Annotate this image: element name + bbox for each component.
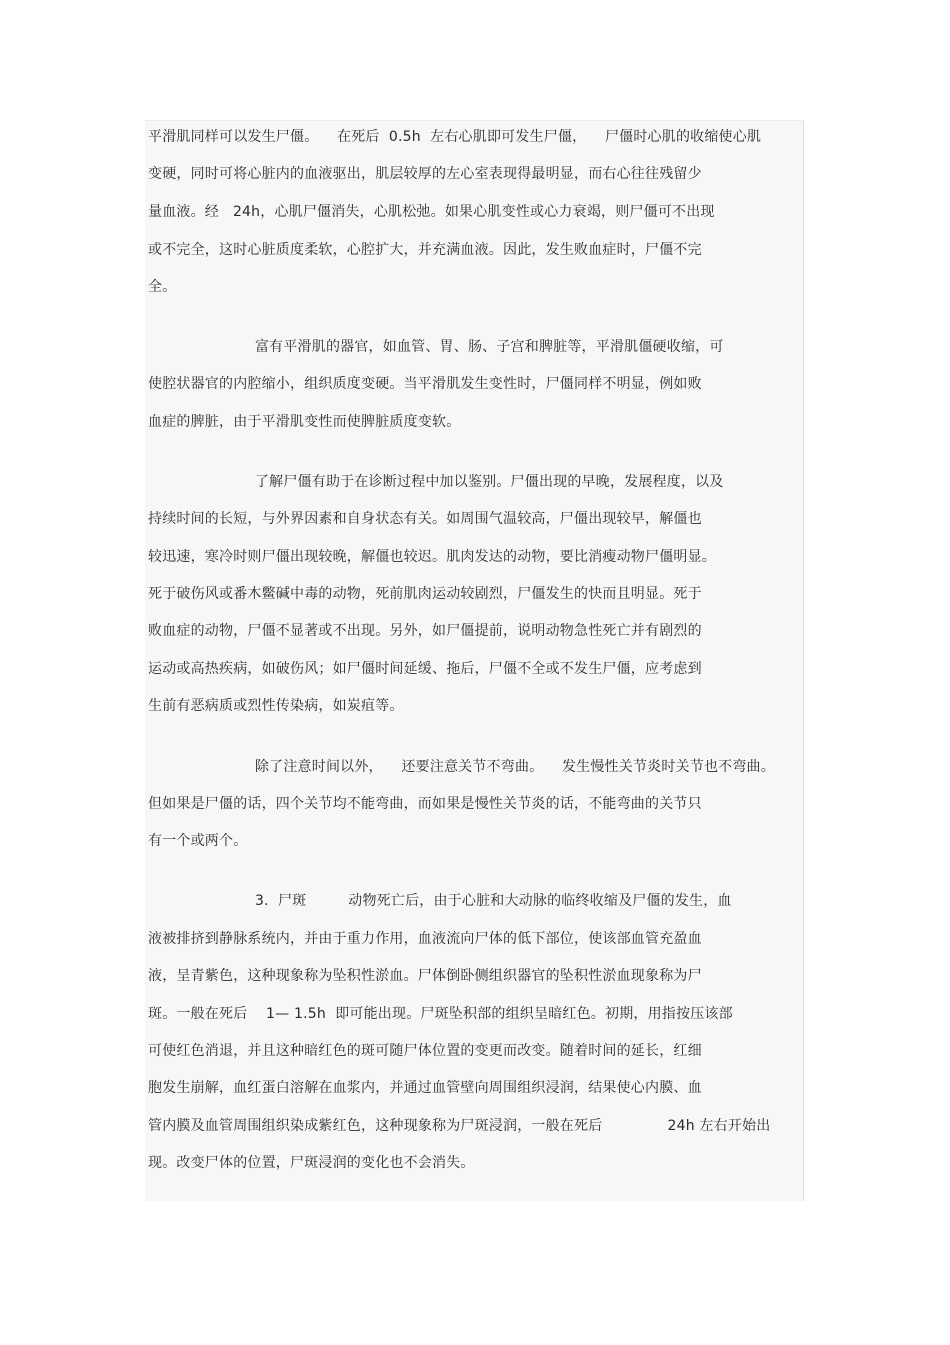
- text-line: 平滑肌同样可以发生尸僵。 在死后 0.5h 左右心肌即可发生尸僵， 尸僵时心肌的收缩使心肌: [148, 129, 762, 145]
- text-line: 胞发生崩解，血红蛋白溶解在血浆内，并通过血管壁向周围组织浸润，结果使心内膜、血: [148, 1080, 702, 1096]
- text-line: 管内膜及血管周围组织染成紫红色，这种现象称为尸斑浸润，一般在死后 24h 左右开始出: [148, 1118, 771, 1134]
- text-line: 可使红色消退，并且这种暗红色的斑可随尸体位置的变更而改变。随着时间的延长，红细: [148, 1043, 702, 1059]
- text-line: 斑。一般在死后 1— 1.5h 即可能出现。尸斑坠积部的组织呈暗红色。初期，用指按压该部: [148, 1006, 733, 1022]
- text-line: 变硬，同时可将心脏内的血液驱出，肌层较厚的左心室表现得最明显，而右心往往残留少: [148, 166, 702, 182]
- text-line: 有一个或两个。: [148, 833, 248, 849]
- text-line: 但如果是尸僵的话，四个关节均不能弯曲，而如果是慢性关节炎的话，不能弯曲的关节只: [148, 796, 702, 812]
- text-line: 生前有恶病质或烈性传染病，如炭疽等。: [148, 698, 404, 714]
- text-line: 较迅速，寒冷时则尸僵出现较晚，解僵也较迟。肌肉发达的动物，要比消瘦动物尸僵明显。: [148, 549, 716, 565]
- text-line: 3. 尸斑 动物死亡后，由于心脏和大动脉的临终收缩及尸僵的发生，血: [148, 893, 732, 909]
- text-line: 液被排挤到静脉系统内，并由于重力作用，血液流向尸体的低下部位，使该部血管充盈血: [148, 931, 702, 947]
- text-line: 死于破伤风或番木鳖碱中毒的动物，死前肌肉运动较剧烈，尸僵发生的快而且明显。死于: [148, 586, 702, 602]
- text-line: 败血症的动物，尸僵不显著或不出现。另外，如尸僵提前，说明动物急性死亡并有剧烈的: [148, 623, 702, 639]
- text-line: 液，呈青紫色，这种现象称为坠积性淤血。尸体倒卧侧组织器官的坠积性淤血现象称为尸: [148, 968, 702, 984]
- text-line: 全。: [148, 279, 177, 295]
- text-line: 量血液。经 24h，心肌尸僵消失，心肌松弛。如果心肌变性或心力衰竭，则尸僵可不出现: [148, 204, 715, 220]
- text-line: 运动或高热疾病，如破伤风；如尸僵时间延缓、拖后，尸僵不全或不发生尸僵，应考虑到: [148, 661, 702, 677]
- text-line: 富有平滑肌的器官，如血管、胃、肠、子宫和脾脏等，平滑肌僵硬收缩，可: [148, 339, 724, 355]
- text-line: 使腔状器官的内腔缩小，组织质度变硬。当平滑肌发生变性时，尸僵同样不明显，例如败: [148, 376, 702, 392]
- text-line: 或不完全，这时心脏质度柔软，心腔扩大，并充满血液。因此，发生败血症时，尸僵不完: [148, 242, 702, 258]
- text-line: 了解尸僵有助于在诊断过程中加以鉴别。尸僵出现的早晚，发展程度，以及: [148, 474, 724, 490]
- text-line: 现。改变尸体的位置，尸斑浸润的变化也不会消失。: [148, 1155, 475, 1171]
- text-line: 除了注意时间以外， 还要注意关节不弯曲。 发生慢性关节炎时关节也不弯曲。: [148, 759, 775, 775]
- text-line: 持续时间的长短，与外界因素和自身状态有关。如周围气温较高，尸僵出现较早，解僵也: [148, 511, 702, 527]
- text-line: 血症的脾脏，由于平滑肌变性而使脾脏质度变软。: [148, 414, 461, 430]
